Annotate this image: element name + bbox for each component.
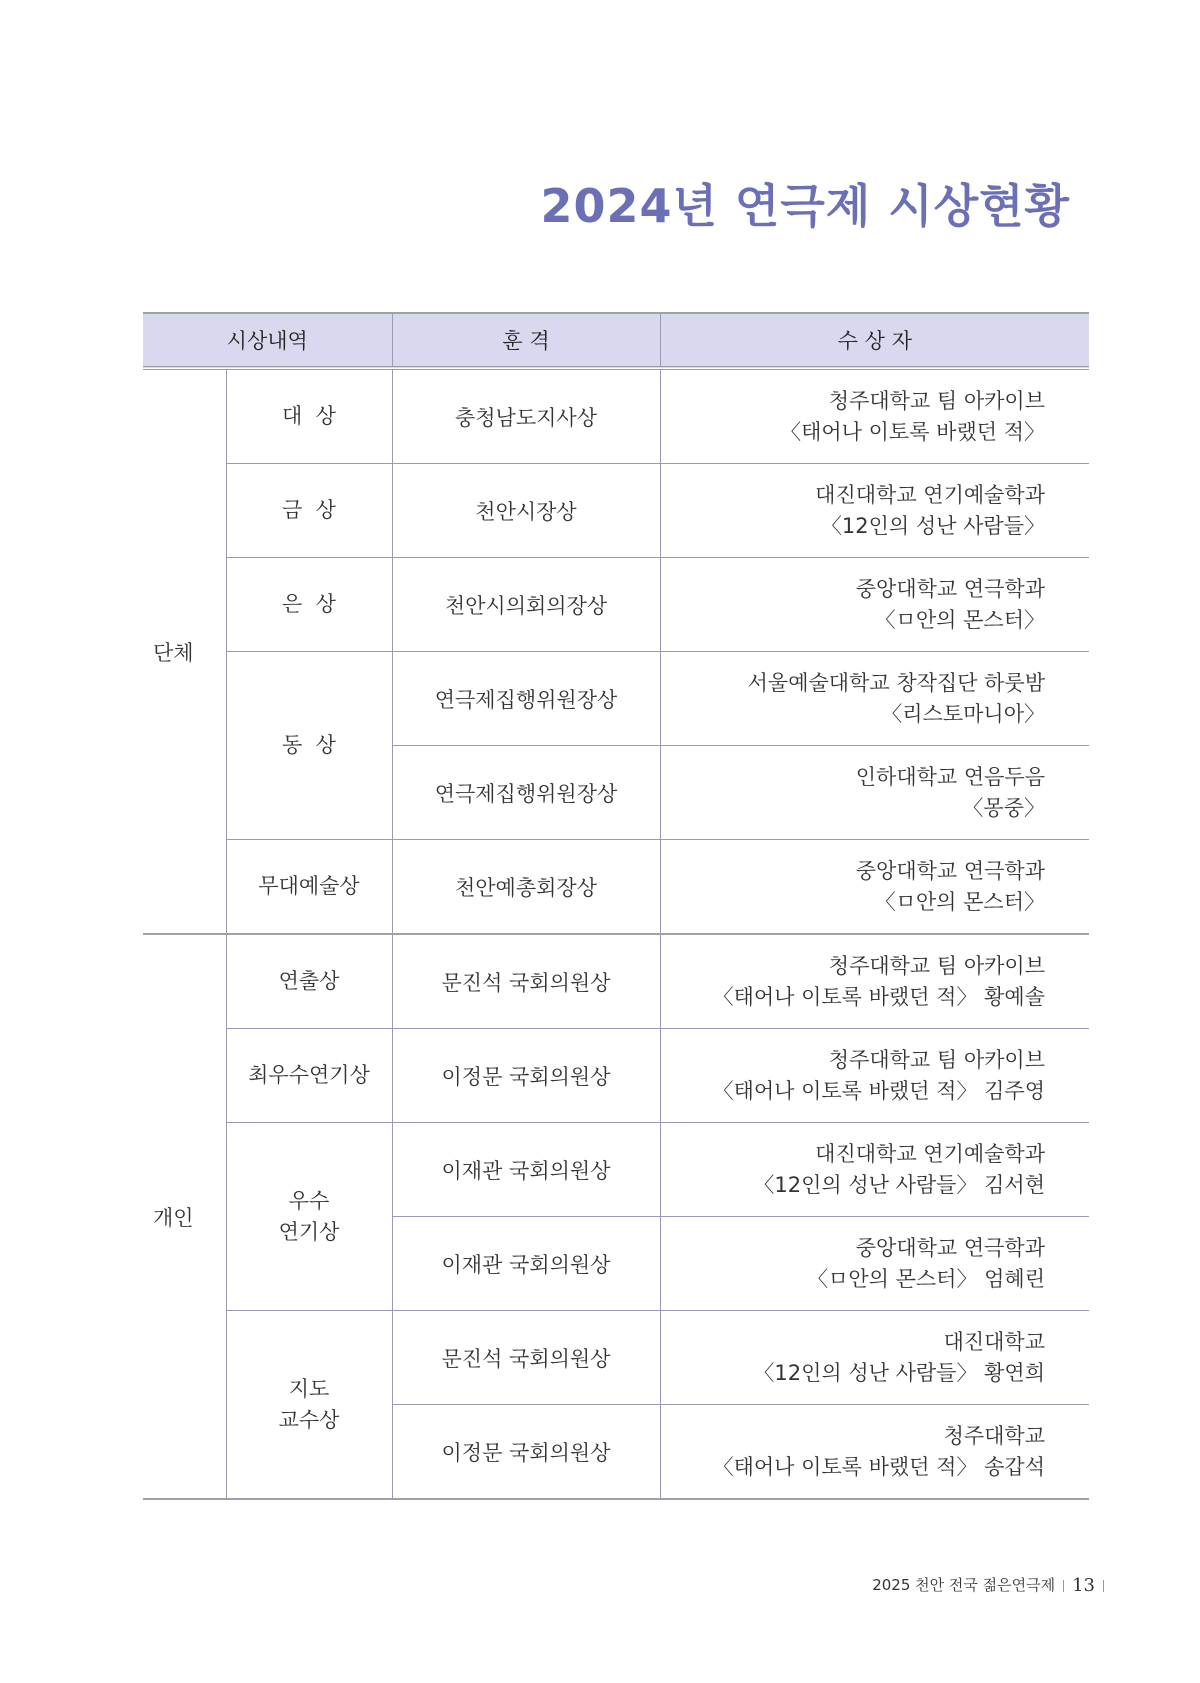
winner-line: 서울예술대학교 창작집단 하룻밤 <box>747 670 1045 695</box>
award-prize: 이정문 국회의원상 <box>392 1405 660 1500</box>
winner-line: 중앙대학교 연극학과 <box>855 1235 1045 1260</box>
winner-line: 〈태어나 이토록 바랬던 적〉 <box>780 419 1045 444</box>
table-row <box>143 464 1089 558</box>
award-prize: 문진석 국회의원상 <box>392 934 660 1029</box>
award-prize: 충청남도지사상 <box>392 368 660 464</box>
winner-line: 〈ㅁ안의 몬스터〉 <box>874 607 1045 632</box>
table-row <box>143 1311 1089 1405</box>
award-category: 은 상 <box>226 558 392 652</box>
award-winner <box>660 558 1089 652</box>
winner-line: 〈ㅁ안의 몬스터〉 <box>874 889 1045 914</box>
category-line: 교수상 <box>278 1407 340 1432</box>
award-winner <box>660 1123 1089 1217</box>
winner-line: 중앙대학교 연극학과 <box>855 576 1045 601</box>
award-prize: 이재관 국회의원상 <box>392 1123 660 1217</box>
winner-line: 〈12인의 성난 사람들〉 김서현 <box>753 1172 1045 1197</box>
winner-line: 〈몽중〉 <box>962 795 1045 820</box>
award-winner <box>660 746 1089 840</box>
footer-label: 2025 천안 전국 젊은연극제 <box>872 1576 1056 1594</box>
winner-line: 청주대학교 팀 아카이브 <box>828 1047 1045 1072</box>
table-row <box>143 1029 1089 1123</box>
winner-line: 〈태어나 이토록 바랬던 적〉 김주영 <box>712 1078 1045 1103</box>
award-prize: 문진석 국회의원상 <box>392 1311 660 1405</box>
table-row <box>143 558 1089 652</box>
winner-line: 청주대학교 <box>943 1423 1045 1448</box>
header-award: 시상내역 <box>143 313 392 368</box>
winner-line: 인하대학교 연음두음 <box>855 764 1045 789</box>
award-winner <box>660 1405 1089 1500</box>
group-label-individual: 개인 <box>143 934 226 1499</box>
winner-line: 〈12인의 성난 사람들〉 황연희 <box>753 1360 1045 1385</box>
winner-line: 대진대학교 연기예술학과 <box>815 482 1045 507</box>
award-prize: 연극제집행위원장상 <box>392 746 660 840</box>
table-row <box>143 652 1089 746</box>
award-winner <box>660 464 1089 558</box>
award-winner <box>660 1311 1089 1405</box>
award-prize: 천안시의회의장상 <box>392 558 660 652</box>
page-title: 2024년 연극제 시상현황 <box>540 179 1070 233</box>
award-winner <box>660 1217 1089 1311</box>
award-winner <box>660 934 1089 1029</box>
winner-line: 〈태어나 이토록 바랬던 적〉 황예솔 <box>712 984 1045 1009</box>
award-category <box>226 1123 392 1311</box>
table-header-row <box>143 313 1089 368</box>
winner-line: 청주대학교 팀 아카이브 <box>828 953 1045 978</box>
award-category <box>226 1311 392 1500</box>
award-prize: 천안예총회장상 <box>392 840 660 935</box>
award-winner <box>660 840 1089 935</box>
winner-line: 〈ㅁ안의 몬스터〉 엄혜린 <box>807 1266 1045 1291</box>
award-category: 동 상 <box>226 652 392 840</box>
award-winner <box>660 1029 1089 1123</box>
table-row <box>143 1123 1089 1217</box>
group-label-team: 단체 <box>143 368 226 934</box>
award-winner <box>660 368 1089 464</box>
winner-line: 대진대학교 연기예술학과 <box>815 1141 1045 1166</box>
winner-line: 〈리스토마니아〉 <box>881 701 1045 726</box>
award-prize: 연극제집행위원장상 <box>392 652 660 746</box>
award-prize: 이재관 국회의원상 <box>392 1217 660 1311</box>
table-row <box>143 368 1089 464</box>
award-category: 무대예술상 <box>226 840 392 935</box>
page-number: 13 <box>1072 1575 1095 1596</box>
header-winner: 수 상 자 <box>660 313 1089 368</box>
category-line: 우수 <box>288 1188 330 1213</box>
footer-divider <box>1103 1580 1104 1592</box>
page-footer <box>872 1574 1112 1596</box>
category-line: 연기상 <box>278 1219 340 1244</box>
award-category: 최우수연기상 <box>226 1029 392 1123</box>
award-category: 연출상 <box>226 934 392 1029</box>
header-prize: 훈 격 <box>392 313 660 368</box>
winner-line: 〈태어나 이토록 바랬던 적〉 송갑석 <box>712 1454 1045 1479</box>
award-prize: 천안시장상 <box>392 464 660 558</box>
winner-line: 청주대학교 팀 아카이브 <box>828 388 1045 413</box>
category-line: 지도 <box>288 1376 330 1401</box>
award-winner <box>660 652 1089 746</box>
award-category: 대 상 <box>226 368 392 464</box>
footer-divider <box>1063 1580 1064 1592</box>
table-row <box>143 934 1089 1029</box>
table-row <box>143 840 1089 935</box>
winner-line: 대진대학교 <box>943 1329 1045 1354</box>
award-prize: 이정문 국회의원상 <box>392 1029 660 1123</box>
winner-line: 〈12인의 성난 사람들〉 <box>820 513 1045 538</box>
winner-line: 중앙대학교 연극학과 <box>855 858 1045 883</box>
awards-table <box>143 312 1089 1500</box>
award-category: 금 상 <box>226 464 392 558</box>
